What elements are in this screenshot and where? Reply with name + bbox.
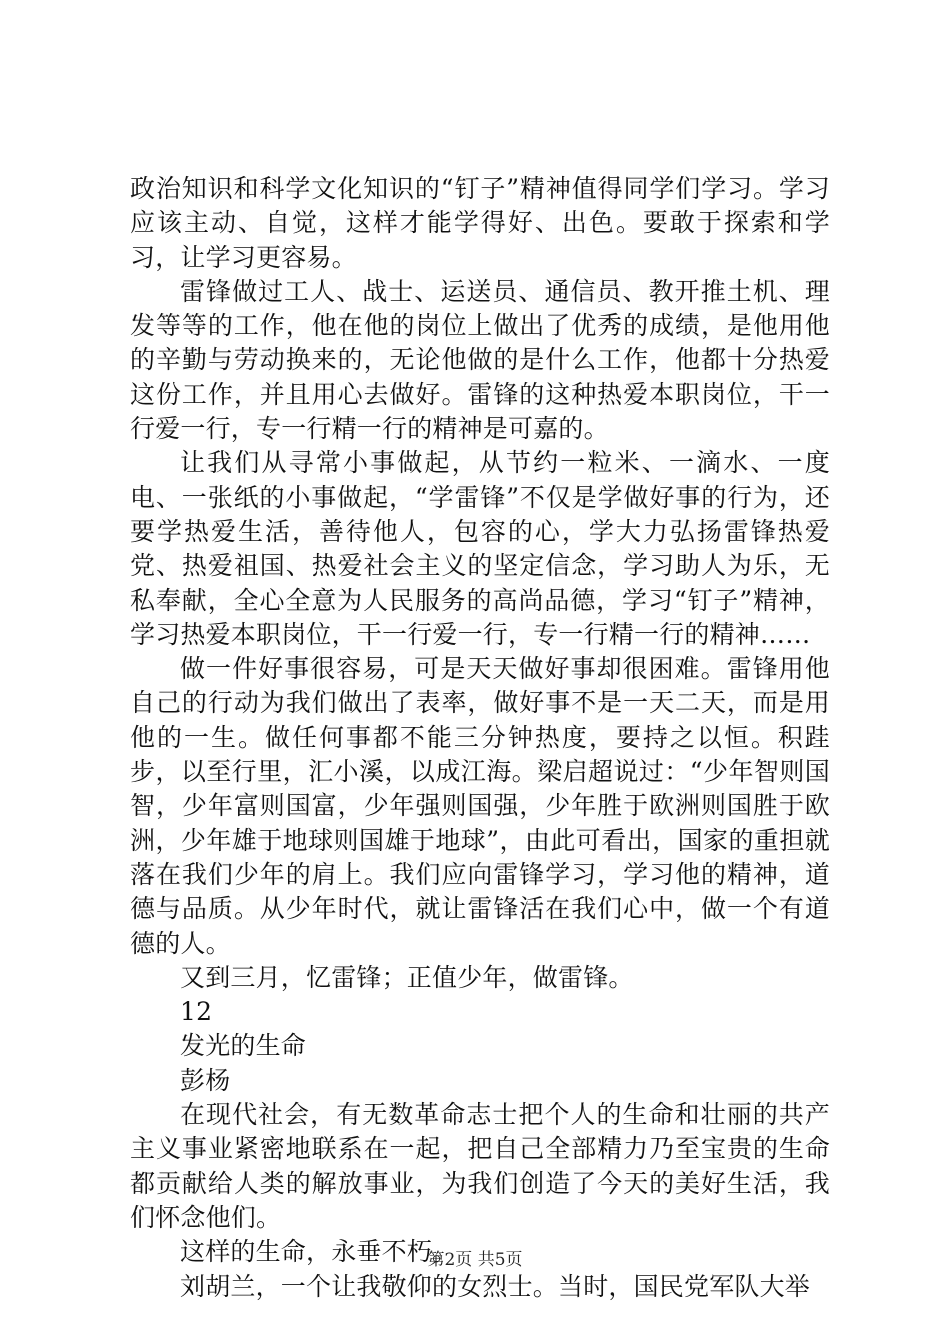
paragraph-8: 刘胡兰，一个让我敬仰的女烈士。当时，国民党军队大举 (180, 1271, 811, 1301)
paragraph-4: 做一件好事很容易，可是天天做好事却很困难。雷锋用他自己的行动为我们做出了表率，做好事不是一天二天，而是用他的一生。做任何事都不能三分钟热度，要持之以恒。积跬步，以至行里，汇小溪，以成江海。梁启超说过：“少年智则国智，少年富则国富，少年强则国强，少年胜于欧洲则国胜于欧洲，少年雄于地球则国雄于地球”，由此可看出，国家的重担就落在我们少年的肩上。我们应向雷锋学习，学习他的精神，道德与品质。从少年时代，就让雷锋活在我们心中，做一个有道德的人。 (130, 654, 830, 958)
section-title: 发光的生命 (180, 1031, 307, 1061)
paragraph-6: 在现代社会，有无数革命志士把个人的生命和壮丽的共产主义事业紧密地联系在一起，把自己全部精力乃至宝贵的生命都贡献给人类的解放事业，为我们创造了今天的美好生活，我们怀念他们。 (130, 1100, 830, 1232)
paragraph-7: 这样的生命，永垂不朽。 (180, 1237, 458, 1267)
paragraph-3: 让我们从寻常小事做起，从节约一粒米、一滴水、一度电、一张纸的小事做起，“学雷锋”不仅是学做好事的行为，还要学热爱生活，善待他人，包容的心，学大力弘扬雷锋热爱党、热爱祖国、热爱社会主义的坚定信念，学习助人为乐，无私奉献，全心全意为人民服务的高尚品德，学习“钉子”精神，学习热爱本职岗位，干一行爱一行，专一行精一行的精神…… (130, 448, 830, 649)
paragraph-2: 雷锋做过工人、战士、运送员、通信员、教开推土机、理发等等的工作，他在他的岗位上做出了优秀的成绩，是他用他的辛勤与劳动换来的，无论他做的是什么工作，他都十分热爱这份工作，并且用心去做好。雷锋的这种热爱本职岗位，干一行爱一行，专一行精一行的精神是可嘉的。 (130, 276, 830, 444)
section-number: 12 (180, 997, 213, 1027)
paragraph-1: 政治知识和科学文化知识的“钉子”精神值得同学们学习。学习应该主动、自觉，这样才能学得好、出色。要敢于探索和学习，让学习更容易。 (130, 174, 830, 272)
section-author: 彭杨 (180, 1065, 231, 1095)
page-footer: 第2页 共5页 (427, 1250, 523, 1270)
paragraph-5: 又到三月，忆雷锋；正值少年，做雷锋。 (180, 962, 634, 992)
document-body (130, 172, 830, 1304)
